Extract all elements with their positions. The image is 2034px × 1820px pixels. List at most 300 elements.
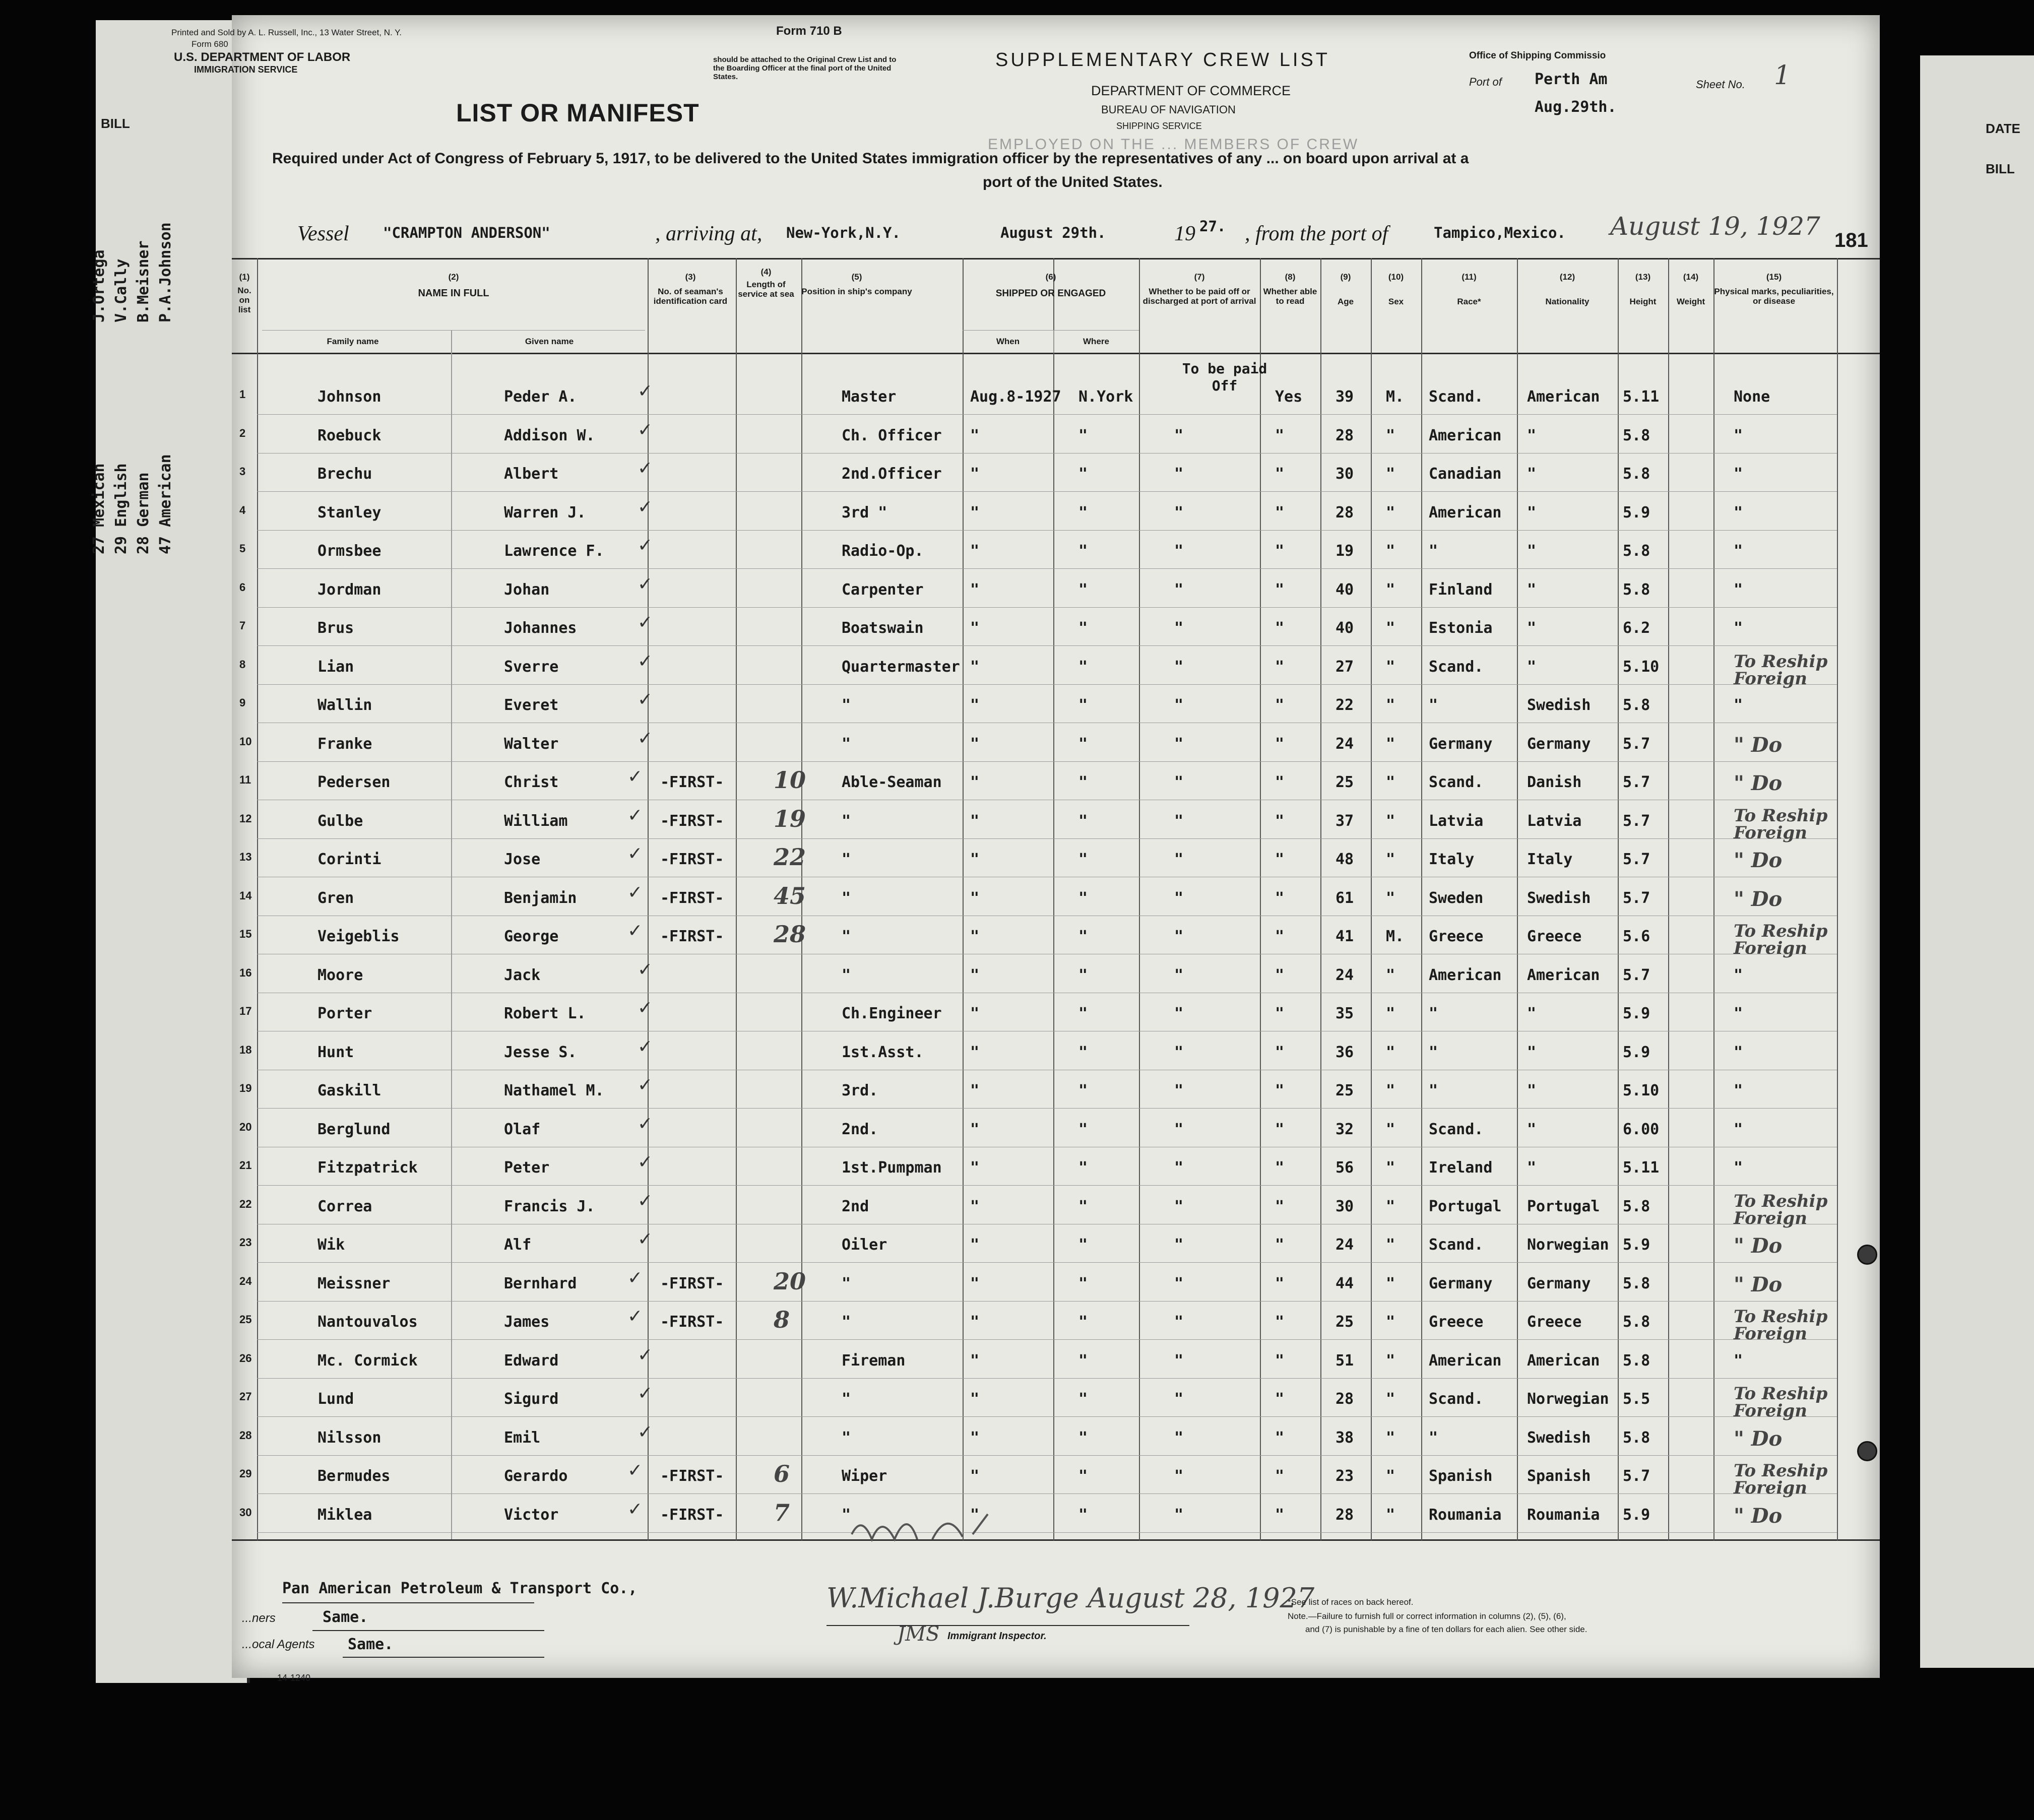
- form-number: Form 710 B: [776, 24, 842, 38]
- height: 5.7: [1623, 966, 1650, 984]
- able-to-read: ": [1275, 735, 1285, 753]
- col-header-given: Given name: [525, 337, 574, 346]
- paid-off: ": [1174, 1043, 1184, 1061]
- race: Ireland: [1429, 1159, 1493, 1177]
- col-header-position: (5) Position in ship's company: [801, 272, 912, 296]
- family-name: Corinti: [317, 851, 382, 868]
- able-to-read: ": [1275, 928, 1285, 945]
- family-name: Wik: [317, 1236, 345, 1254]
- height: 5.8: [1623, 1274, 1650, 1292]
- row-number: 30: [239, 1506, 252, 1519]
- height: 5.8: [1623, 580, 1650, 599]
- stamp-number: 181: [1834, 229, 1868, 251]
- height: 5.11: [1623, 388, 1660, 406]
- family-name: Ormsbee: [317, 542, 382, 560]
- able-to-read: ": [1275, 426, 1285, 444]
- sex: M.: [1386, 928, 1405, 945]
- height: 6.2: [1623, 619, 1650, 637]
- sex: ": [1386, 1197, 1395, 1215]
- position: Wiper: [842, 1467, 887, 1485]
- family-name: Brus: [317, 619, 354, 637]
- able-to-read: ": [1275, 580, 1285, 599]
- given-name: Jack: [504, 966, 541, 984]
- sheet-label: Sheet No.: [1696, 78, 1745, 91]
- row-number: 12: [239, 812, 252, 825]
- check-mark: ✓: [638, 1344, 653, 1366]
- sex: ": [1386, 696, 1395, 714]
- paid-off: ": [1174, 812, 1184, 830]
- inspector-label: Immigrant Inspector.: [947, 1631, 1047, 1642]
- height: 5.9: [1623, 1236, 1650, 1254]
- punch-hole: [1857, 1441, 1877, 1461]
- row-number: 11: [239, 773, 251, 786]
- shipped-where: ": [1078, 1351, 1088, 1370]
- shipped-where: ": [1078, 696, 1088, 714]
- column-divider: [257, 258, 258, 1540]
- shipped-when: ": [970, 928, 980, 945]
- family-name: Stanley: [317, 503, 382, 522]
- age: 24: [1336, 1236, 1354, 1254]
- column-divider: [1320, 258, 1321, 1540]
- column-divider: [1371, 258, 1372, 1540]
- sex: ": [1386, 889, 1395, 907]
- check-mark: ✓: [638, 1229, 653, 1250]
- physical-marks: To Reship Foreign: [1734, 1384, 1828, 1421]
- tally-marks: [847, 1504, 1089, 1549]
- race: Sweden: [1429, 889, 1484, 907]
- row-rule: [257, 1378, 1837, 1379]
- row-rule: [257, 1493, 1837, 1494]
- paid-off: To be paid Off: [1182, 360, 1267, 394]
- race: Italy: [1429, 851, 1475, 868]
- col-header-name: (2) NAME IN FULL: [418, 272, 489, 299]
- nationality: ": [1527, 1005, 1537, 1022]
- row-number: 29: [239, 1467, 252, 1480]
- subcolumn-divider: [451, 330, 452, 1539]
- row-number: 2: [239, 426, 246, 439]
- shipped-when: ": [970, 503, 980, 522]
- shipped-when: ": [970, 465, 980, 483]
- row-number: 6: [239, 580, 246, 594]
- check-mark: ✓: [638, 1036, 653, 1057]
- given-name: Edward: [504, 1351, 559, 1370]
- nationality: ": [1527, 1120, 1537, 1138]
- agents-rule: [343, 1657, 544, 1658]
- row-number: 7: [239, 619, 246, 632]
- age: 27: [1336, 658, 1354, 676]
- physical-marks: ": [1734, 542, 1743, 560]
- shipped-where: N.York: [1078, 388, 1133, 406]
- id-card: -FIRST-: [660, 1274, 724, 1292]
- vessel-name: "CRAMPTON ANDERSON": [383, 224, 550, 241]
- shipped-when: ": [970, 426, 980, 444]
- height: 5.8: [1623, 465, 1650, 483]
- given-name: Christ: [504, 773, 559, 791]
- family-name: Bermudes: [317, 1467, 391, 1485]
- signature-rule: [827, 1625, 1189, 1626]
- nationality: Germany: [1527, 735, 1591, 753]
- row-rule: [257, 530, 1837, 531]
- sex: ": [1386, 1236, 1395, 1254]
- left-strip-name: V.Cally: [112, 258, 130, 322]
- given-name: Walter: [504, 735, 559, 753]
- left-strip-name: B.Meisner: [135, 240, 152, 322]
- check-mark: ✓: [638, 419, 653, 440]
- family-name: Meissner: [317, 1274, 391, 1292]
- company-name: Pan American Petroleum & Transport Co.,: [282, 1580, 638, 1597]
- position: ": [842, 851, 851, 868]
- height: 5.9: [1623, 1043, 1650, 1061]
- check-mark: ✓: [627, 882, 643, 903]
- nationality: ": [1527, 1043, 1537, 1061]
- age: 38: [1336, 1428, 1354, 1447]
- given-name: George: [504, 928, 559, 945]
- sex: ": [1386, 503, 1395, 522]
- sex: ": [1386, 1159, 1395, 1177]
- service-length: 19: [774, 805, 806, 832]
- race: Canadian: [1429, 465, 1502, 483]
- row-number: 24: [239, 1274, 252, 1287]
- paid-off: ": [1174, 1351, 1184, 1370]
- shipped-when: ": [970, 542, 980, 560]
- age: 25: [1336, 1082, 1354, 1099]
- position: Master: [842, 388, 897, 406]
- sex: ": [1386, 1351, 1395, 1370]
- paid-off: ": [1174, 773, 1184, 791]
- row-number: 10: [239, 735, 252, 748]
- race: Germany: [1429, 1274, 1493, 1292]
- position: 2nd.Officer: [842, 465, 942, 483]
- paid-off: ": [1174, 1120, 1184, 1138]
- row-number: 4: [239, 503, 246, 516]
- nationality: Portugal: [1527, 1197, 1600, 1215]
- owners-label: ...ners: [242, 1611, 276, 1625]
- family-name: Pedersen: [317, 773, 391, 791]
- date-value: Aug.29th.: [1535, 98, 1617, 116]
- column-divider: [1713, 258, 1714, 1540]
- paid-off: ": [1174, 503, 1184, 522]
- shipped-when: ": [970, 1351, 980, 1370]
- paid-off: ": [1174, 851, 1184, 868]
- row-number: 28: [239, 1428, 252, 1442]
- sex: ": [1386, 966, 1395, 984]
- shipped-when: ": [970, 1236, 980, 1254]
- age: 40: [1336, 580, 1354, 599]
- shipped-when: ": [970, 1043, 980, 1061]
- sex: ": [1386, 1390, 1395, 1408]
- height: 5.11: [1623, 1159, 1660, 1177]
- age: 22: [1336, 696, 1354, 714]
- row-number: 21: [239, 1159, 252, 1172]
- physical-marks: ": [1734, 1351, 1743, 1370]
- paid-off: ": [1174, 1506, 1184, 1524]
- inspector-initials: JMS: [897, 1622, 940, 1646]
- row-number: 9: [239, 696, 246, 709]
- sex: ": [1386, 812, 1395, 830]
- given-name: James: [504, 1313, 550, 1331]
- row-rule: [257, 1455, 1837, 1456]
- race: ": [1429, 696, 1438, 714]
- shipped-when: ": [970, 1313, 980, 1331]
- vessel-label: Vessel: [297, 222, 349, 245]
- age: 44: [1336, 1274, 1354, 1292]
- row-rule: [257, 1185, 1837, 1186]
- height: 5.8: [1623, 426, 1650, 444]
- row-number: 27: [239, 1390, 252, 1403]
- physical-marks: ": [1734, 696, 1743, 714]
- given-name: Victor: [504, 1506, 559, 1524]
- position: Carpenter: [842, 580, 924, 599]
- right-strip-bill-label: BILL: [1986, 161, 2015, 176]
- arriving-label: , arriving at,: [655, 222, 762, 245]
- shipped-where: ": [1078, 1043, 1088, 1061]
- check-mark: ✓: [638, 612, 653, 633]
- col-header-when: When: [996, 337, 1020, 346]
- sex: ": [1386, 542, 1395, 560]
- race: Scand.: [1429, 1390, 1484, 1408]
- row-number: 22: [239, 1197, 252, 1210]
- agents-value: Same.: [348, 1636, 394, 1653]
- nationality: ": [1527, 503, 1537, 522]
- height: 5.7: [1623, 889, 1650, 907]
- row-rule: [257, 1339, 1837, 1340]
- physical-marks: " Do: [1734, 849, 1783, 872]
- given-name: Everet: [504, 696, 559, 714]
- shipped-when: ": [970, 1274, 980, 1292]
- position: ": [842, 812, 851, 830]
- family-name: Jordman: [317, 580, 382, 599]
- height: 5.8: [1623, 1313, 1650, 1331]
- service-length: 7: [774, 1499, 790, 1526]
- nationality: ": [1527, 658, 1537, 676]
- given-name: Lawrence F.: [504, 542, 604, 560]
- left-strip-nat: American: [157, 454, 174, 527]
- handwritten-date: August 19, 1927: [1610, 212, 1820, 241]
- physical-marks: ": [1734, 619, 1743, 637]
- able-to-read: ": [1275, 1236, 1285, 1254]
- check-mark: ✓: [627, 805, 643, 826]
- company-rule: [282, 1602, 534, 1603]
- able-to-read: Yes: [1275, 388, 1303, 406]
- height: 5.9: [1623, 1005, 1650, 1022]
- shipped-where: ": [1078, 1236, 1088, 1254]
- row-number: 16: [239, 966, 252, 979]
- paid-off: ": [1174, 1236, 1184, 1254]
- check-mark: ✓: [638, 651, 653, 672]
- id-card: -FIRST-: [660, 812, 724, 830]
- shipped-where: ": [1078, 1197, 1088, 1215]
- column-divider: [1139, 258, 1140, 1540]
- shipped-when: ": [970, 773, 980, 791]
- race: Finland: [1429, 580, 1493, 599]
- shipped-where: ": [1078, 1082, 1088, 1099]
- paid-off: ": [1174, 1005, 1184, 1022]
- row-number: 26: [239, 1351, 252, 1364]
- able-to-read: ": [1275, 1043, 1285, 1061]
- check-mark: ✓: [627, 843, 643, 864]
- height: 5.7: [1623, 851, 1650, 868]
- physical-marks: To Reship Foreign: [1734, 1307, 1828, 1344]
- sex: ": [1386, 1313, 1395, 1331]
- race: Portugal: [1429, 1197, 1502, 1215]
- family-name: Mc. Cormick: [317, 1351, 418, 1370]
- row-rule: [257, 414, 1837, 415]
- given-name: Robert L.: [504, 1005, 586, 1022]
- given-name: Jesse S.: [504, 1043, 577, 1061]
- physical-marks: " Do: [1734, 1426, 1783, 1451]
- column-divider: [963, 258, 964, 1540]
- shipped-where: ": [1078, 851, 1088, 868]
- service-length: 20: [774, 1267, 806, 1295]
- family-name: Correa: [317, 1197, 372, 1215]
- col-header-paid: (7) Whether to be paid off or discharged at port of arrival: [1142, 272, 1256, 306]
- left-strip-nat: Mexican: [90, 463, 108, 527]
- race: Estonia: [1429, 619, 1493, 637]
- column-divider: [1421, 258, 1422, 1540]
- failure-note: Note.—Failure to furnish full or correct information in columns (2), (5), (6),: [1288, 1611, 1566, 1621]
- row-rule: [257, 607, 1837, 608]
- row-number: 17: [239, 1005, 252, 1017]
- col-header-num: (1) No. on list: [237, 272, 251, 314]
- given-name: Nathamel M.: [504, 1082, 604, 1099]
- height: 5.10: [1623, 1082, 1660, 1099]
- physical-marks: To Reship Foreign: [1734, 1191, 1828, 1228]
- left-strip-nationalities: [88, 454, 177, 554]
- race: Greece: [1429, 1313, 1484, 1331]
- port-label: Port of: [1469, 76, 1502, 88]
- shipped-where: ": [1078, 426, 1088, 444]
- paid-off: ": [1174, 735, 1184, 753]
- physical-marks: To Reship Foreign: [1734, 1461, 1828, 1498]
- nationality: Swedish: [1527, 889, 1591, 907]
- sex: ": [1386, 851, 1395, 868]
- age: 28: [1336, 1506, 1354, 1524]
- able-to-read: ": [1275, 851, 1285, 868]
- position: ": [842, 928, 851, 945]
- sex: ": [1386, 1120, 1395, 1138]
- nationality: Latvia: [1527, 812, 1582, 830]
- port-value: Perth Am: [1535, 71, 1608, 88]
- check-mark: ✓: [638, 1075, 653, 1095]
- check-mark: ✓: [638, 381, 653, 402]
- shipped-where: ": [1078, 503, 1088, 522]
- position: Ch. Officer: [842, 426, 942, 444]
- sex: ": [1386, 465, 1395, 483]
- left-strip-nat: German: [135, 472, 152, 527]
- given-name: Francis J.: [504, 1197, 595, 1215]
- family-name: Gulbe: [317, 812, 363, 830]
- race: American: [1429, 426, 1502, 444]
- shipped-when: ": [970, 1120, 980, 1138]
- owners-value: Same.: [323, 1608, 368, 1626]
- position: Quartermaster: [842, 658, 960, 676]
- position: Radio-Op.: [842, 542, 924, 560]
- check-mark: ✓: [627, 921, 643, 941]
- shipped-where: ": [1078, 966, 1088, 984]
- check-mark: ✓: [627, 1460, 643, 1481]
- race: American: [1429, 1351, 1502, 1370]
- family-name: Porter: [317, 1005, 372, 1022]
- col-header-service: (4) Length of service at sea: [738, 267, 794, 299]
- paid-off: ": [1174, 1428, 1184, 1447]
- shipped-where: ": [1078, 889, 1088, 907]
- column-divider: [1053, 258, 1054, 1540]
- age: 32: [1336, 1120, 1354, 1138]
- age: 37: [1336, 812, 1354, 830]
- paid-off: ": [1174, 580, 1184, 599]
- row-number: 15: [239, 928, 252, 940]
- fine-note: and (7) is punishable by a fine of ten dollars for each alien. See other side.: [1305, 1624, 1587, 1634]
- arriving-port: New-York,N.Y.: [786, 224, 901, 241]
- given-name: Peder A.: [504, 388, 577, 406]
- id-card: -FIRST-: [660, 851, 724, 868]
- family-name: Fitzpatrick: [317, 1159, 418, 1177]
- age: 25: [1336, 1313, 1354, 1331]
- shipped-when: ": [970, 1390, 980, 1408]
- position: Oiler: [842, 1236, 887, 1254]
- check-mark: ✓: [638, 1152, 653, 1173]
- physical-marks: ": [1734, 1005, 1743, 1022]
- shipped-when: ": [970, 1506, 980, 1524]
- physical-marks: ": [1734, 1043, 1743, 1061]
- position: 2nd.: [842, 1120, 878, 1138]
- owners-rule: [312, 1630, 544, 1631]
- able-to-read: ": [1275, 1390, 1285, 1408]
- given-name: Olaf: [504, 1120, 541, 1138]
- row-number: 23: [239, 1236, 252, 1249]
- physical-marks: To Reship Foreign: [1734, 651, 1828, 689]
- paid-off: ": [1174, 928, 1184, 945]
- shipped-where: ": [1078, 580, 1088, 599]
- check-mark: ✓: [627, 766, 643, 787]
- page-title: LIST OR MANIFEST: [456, 99, 700, 127]
- age: 24: [1336, 966, 1354, 984]
- row-number: 5: [239, 542, 246, 555]
- age: 41: [1336, 928, 1354, 945]
- physical-marks: " Do: [1734, 1234, 1783, 1258]
- physical-marks: ": [1734, 426, 1743, 444]
- id-card: -FIRST-: [660, 1506, 724, 1524]
- race: Roumania: [1429, 1506, 1502, 1524]
- family-name: Wallin: [317, 696, 372, 714]
- race: American: [1429, 966, 1502, 984]
- col-header-family: Family name: [327, 337, 379, 346]
- position: 1st.Pumpman: [842, 1159, 942, 1177]
- physical-marks: To Reship Foreign: [1734, 805, 1828, 843]
- race: Scand.: [1429, 388, 1484, 406]
- column-divider: [1618, 258, 1619, 1540]
- nationality: American: [1527, 1351, 1600, 1370]
- row-rule: [257, 1301, 1837, 1302]
- given-name: Johan: [504, 580, 550, 599]
- shipped-where: ": [1078, 1390, 1088, 1408]
- race: Scand.: [1429, 773, 1484, 791]
- height: 5.9: [1623, 503, 1650, 522]
- col-header-nationality: (12) Nationality: [1545, 272, 1590, 306]
- family-name: Franke: [317, 735, 372, 753]
- given-name: Bernhard: [504, 1274, 577, 1292]
- service-length: 28: [774, 921, 806, 948]
- sex: ": [1386, 658, 1395, 676]
- able-to-read: ": [1275, 465, 1285, 483]
- position: ": [842, 1313, 851, 1331]
- paid-off: ": [1174, 658, 1184, 676]
- height: 5.7: [1623, 812, 1650, 830]
- col-header-read: (8) Whether able to read: [1263, 272, 1317, 306]
- given-name: Albert: [504, 465, 559, 483]
- race: ": [1429, 1043, 1438, 1061]
- age: 28: [1336, 503, 1354, 522]
